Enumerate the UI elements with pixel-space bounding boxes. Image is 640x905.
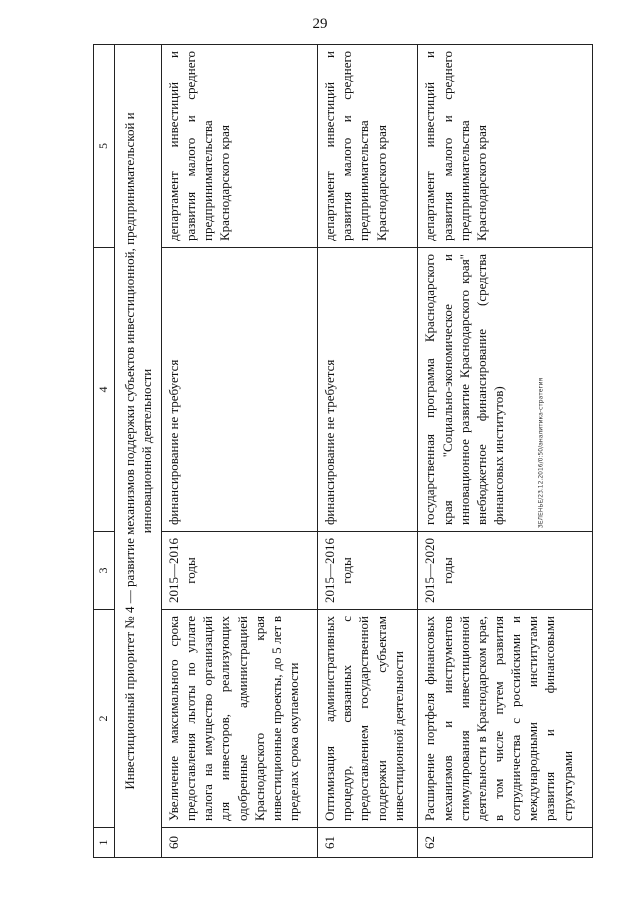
column-number-2: 2 [94,610,115,828]
table-row [162,45,318,858]
financing-cell: финансирование не требуется [318,248,418,532]
row-number: 62 [418,828,593,858]
financing-cell: финансирование не требуется [162,248,318,532]
page-number: 29 [312,16,328,32]
table-row [318,45,418,858]
period-cell: 2015—2016 годы [318,532,418,610]
column-number-row [94,45,115,858]
measures-table [93,44,593,858]
measure-cell: Увеличение максимального срока предоставления льготы по уплате налога на имущество организаций для инвесторов, реализующих одобренные администрацией Краснодарского края инвестиционные проекты, до 5 лет в пределах срока окупаемости [162,610,318,828]
executor-cell: департамент инвестиций и развития малого и среднего предпринимательства Краснодарского края [162,45,318,248]
column-number-3: 3 [94,532,115,610]
executor-cell: департамент инвестиций и развития малого и среднего предпринимательства Краснодарского края [318,45,418,248]
priority-heading-row [115,45,162,858]
table-row [418,45,593,858]
priority-heading: Инвестиционный приоритет № 4 — развитие механизмов поддержки субъектов инвестиционной, предпринимательской и инновационной деятельности [115,45,162,858]
executor-cell: департамент инвестиций и развития малого и среднего предпринимательства Краснодарского края [418,45,593,248]
column-number-1: 1 [94,828,115,858]
measure-cell: Оптимизация административных процедур, связанных с предоставлением государственной поддержки субъектам инвестиционной деятельности [318,610,418,828]
measure-cell: Расширение портфеля финансовых механизмов и инструментов стимулирования инвестиционной деятельности в Краснодарском крае, в том числе путем развития сотрудничества с российскими и международными институтами развития и финансовыми структурами [418,610,593,828]
period-cell: 2015—2016 годы [162,532,318,610]
rotated-table-container [93,44,593,858]
row-number: 61 [318,828,418,858]
period-cell: 2015—2020 годы [418,532,593,610]
row-number: 60 [162,828,318,858]
margin-note: ЗЕЛЕНЬЕ/23.12.2016/0:50/аналитика-стратегия [537,377,545,528]
column-number-5: 5 [94,45,115,248]
column-number-4: 4 [94,248,115,532]
financing-cell: государственная программа Краснодарского края "Социально-экономическое и инновационное развитие Краснодарского края" внебюджетное финансирование (средства финансовых институтов) [418,248,593,532]
